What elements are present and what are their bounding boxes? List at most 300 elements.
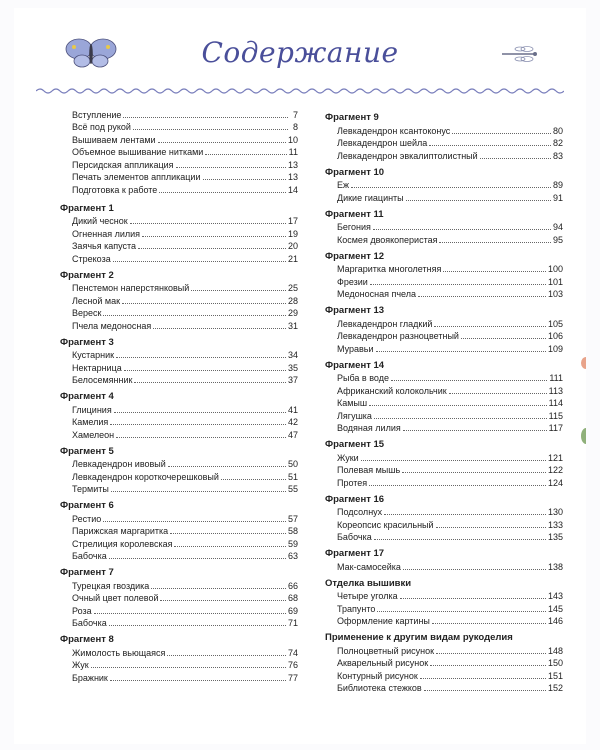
dot-leader	[134, 382, 286, 383]
page-number: 14	[287, 184, 298, 195]
toc-entry[interactable]	[325, 531, 563, 544]
toc-entry[interactable]	[325, 372, 563, 385]
toc-section	[325, 208, 563, 246]
dot-leader	[110, 680, 286, 681]
toc-section	[325, 250, 563, 301]
toc-section	[325, 547, 563, 573]
page-number: 133	[547, 519, 563, 530]
entry-label: Пчела медоносная	[72, 320, 152, 331]
toc-entry[interactable]	[60, 550, 298, 563]
page-number: 135	[547, 532, 563, 542]
page-number: 50	[287, 459, 298, 469]
dot-leader	[420, 678, 546, 679]
dot-leader	[191, 290, 286, 291]
toc-section	[325, 438, 563, 489]
page-number: 71	[287, 618, 298, 628]
toc-entry[interactable]	[60, 349, 298, 362]
page-number: 138	[547, 561, 563, 572]
toc-section	[60, 445, 298, 496]
dot-leader	[436, 527, 546, 528]
section-title: Фрагмент 5	[60, 445, 114, 457]
toc-entry[interactable]	[325, 384, 563, 397]
entry-label: Левкадендрон ксантоконус	[337, 125, 451, 136]
page-number: 58	[287, 526, 298, 536]
dot-leader	[116, 357, 286, 358]
page-number: 35	[287, 362, 298, 373]
section-title: Фрагмент 7	[60, 567, 114, 578]
dot-leader	[159, 192, 286, 193]
toc-entry[interactable]	[325, 288, 563, 301]
section-title: Фрагмент 2	[60, 269, 114, 281]
toc-section	[325, 111, 563, 162]
section-title: Фрагмент 15	[325, 439, 385, 450]
page-number: 41	[287, 404, 298, 415]
entry-label: Акварельный рисунок	[337, 658, 429, 668]
page-number: 124	[547, 477, 563, 488]
toc-entry[interactable]	[325, 263, 563, 276]
entry-label: Пенстемон наперстянковый	[72, 283, 190, 293]
dot-leader	[384, 514, 546, 515]
toc-section	[325, 304, 563, 355]
page-number: 28	[287, 295, 298, 306]
entry-label: Объемное вышивание нитками	[72, 147, 204, 157]
toc-entry[interactable]	[60, 133, 298, 146]
entry-label: Персидская аппликация	[72, 159, 174, 170]
section-title: Фрагмент 1	[60, 202, 114, 214]
page-number: 11	[288, 147, 298, 157]
page-number: 13	[287, 159, 298, 170]
dot-leader	[142, 236, 286, 237]
page-number: 82	[552, 138, 563, 148]
page-number: 146	[547, 616, 563, 626]
dot-leader	[461, 338, 546, 339]
page-number: 100	[547, 264, 563, 274]
section-title: Фрагмент 14	[325, 359, 385, 371]
toc-entry[interactable]	[325, 137, 563, 150]
toc-entry[interactable]	[60, 483, 298, 496]
toc-entry[interactable]	[325, 560, 563, 573]
toc-entry[interactable]	[60, 108, 298, 121]
entry-label: Африканский колокольчик	[337, 385, 447, 396]
entry-label: Огненная лилия	[72, 228, 141, 239]
toc-entry[interactable]	[60, 294, 298, 307]
page-number: 101	[547, 276, 563, 287]
entry-label: Оформление картины	[337, 616, 430, 626]
toc-entry[interactable]	[325, 342, 563, 355]
toc-entry[interactable]	[325, 179, 563, 192]
toc-entry[interactable]	[60, 374, 298, 387]
dot-leader	[174, 546, 286, 547]
entry-label: Термиты	[72, 484, 109, 494]
toc-entry[interactable]	[60, 416, 298, 429]
dot-leader	[160, 600, 286, 601]
dot-leader	[377, 611, 546, 612]
toc-entry[interactable]	[325, 590, 563, 603]
dot-leader	[111, 491, 286, 492]
toc-entry[interactable]	[325, 615, 563, 628]
dot-leader	[400, 598, 546, 599]
dot-leader	[370, 284, 546, 285]
entry-label: Кустарник	[72, 350, 115, 360]
toc-section	[60, 269, 298, 332]
dot-leader	[205, 154, 286, 155]
page-number: 69	[287, 605, 298, 616]
entry-label: Хамелеон	[72, 429, 115, 440]
dot-leader	[374, 539, 546, 540]
dot-leader	[443, 271, 546, 272]
toc-section	[60, 202, 298, 265]
entry-label: Левкадендрон эвкалиптолистный	[337, 150, 478, 161]
toc-entry[interactable]	[60, 146, 298, 159]
toc-entry[interactable]	[60, 215, 298, 228]
toc-entry[interactable]	[60, 659, 298, 672]
page-number: 20	[287, 241, 298, 251]
dot-leader	[374, 418, 547, 419]
dot-leader	[138, 248, 286, 249]
dot-leader	[116, 437, 286, 438]
page-number: 117	[548, 423, 563, 433]
page-number: 152	[547, 683, 563, 693]
dot-leader	[110, 424, 286, 425]
dot-leader	[449, 393, 547, 394]
page-number: 80	[552, 125, 563, 136]
toc-entry[interactable]	[325, 233, 563, 246]
toc-entry[interactable]	[60, 512, 298, 525]
entry-label: Турецкая гвоздика	[72, 580, 150, 591]
dot-leader	[432, 623, 546, 624]
dot-leader	[130, 223, 286, 224]
dot-leader	[418, 296, 546, 297]
section-title: Фрагмент 13	[325, 305, 385, 316]
wavy-divider	[36, 86, 564, 96]
toc-entry[interactable]	[60, 604, 298, 617]
dot-leader	[402, 472, 546, 473]
page-number: 115	[548, 410, 563, 421]
dot-leader	[109, 558, 286, 559]
toc-entry[interactable]	[325, 409, 563, 422]
dot-leader	[434, 326, 546, 327]
dot-leader	[109, 625, 286, 626]
dragonfly-icon	[500, 44, 540, 64]
section-title: Применение к другим видам рукоделия	[325, 632, 513, 643]
toc-right-column	[325, 108, 563, 698]
toc-entry[interactable]	[60, 671, 298, 684]
dot-leader	[376, 351, 546, 352]
section-title: Фрагмент 16	[325, 493, 385, 505]
entry-label: Бегония	[337, 222, 371, 232]
entry-label: Лесной мак	[72, 295, 121, 306]
entry-label: Вереск	[72, 308, 102, 318]
dot-leader	[480, 158, 551, 159]
dot-leader	[403, 569, 546, 570]
dot-leader	[91, 667, 286, 668]
toc-entry[interactable]	[325, 464, 563, 477]
entry-label: Мак-самосейка	[337, 561, 401, 572]
toc-entry[interactable]	[325, 221, 563, 234]
page-number: 63	[287, 551, 298, 561]
page-number: 7	[292, 109, 298, 120]
page-number: 121	[547, 452, 563, 463]
toc-entry[interactable]	[60, 617, 298, 630]
entry-label: Подготовка к работе	[72, 184, 158, 195]
entry-label: Левкадендрон разноцветный	[337, 331, 459, 341]
dot-leader	[153, 328, 286, 329]
dot-leader	[403, 430, 547, 431]
dot-leader	[361, 460, 546, 461]
section-title: Фрагмент 6	[60, 500, 114, 511]
dot-leader	[424, 690, 546, 691]
dot-leader	[151, 588, 286, 589]
section-title: Фрагмент 10	[325, 166, 385, 178]
leaf-icon	[580, 426, 586, 446]
entry-label: Очный цвет полевой	[72, 593, 159, 603]
toc-entry[interactable]	[325, 275, 563, 288]
section-title: Фрагмент 3	[60, 336, 114, 348]
toc-entry[interactable]	[60, 361, 298, 374]
page-title: Содержание	[201, 36, 399, 69]
entry-label: Дикие гиацинты	[337, 192, 404, 203]
toc-entry[interactable]	[60, 537, 298, 550]
entry-label: Полевая мышь	[337, 465, 401, 475]
page-number: 143	[547, 591, 563, 601]
section-title: Фрагмент 12	[325, 250, 385, 262]
toc-entry[interactable]	[60, 470, 298, 483]
dot-leader	[94, 613, 286, 614]
page-number: 94	[552, 222, 563, 232]
entry-label: Всё под рукой	[72, 122, 131, 132]
page-number: 51	[287, 471, 298, 482]
page-number: 31	[287, 320, 298, 331]
page-number: 148	[547, 645, 563, 656]
toc-section	[60, 499, 298, 562]
page-number: 42	[287, 417, 298, 427]
entry-label: Бабочка	[72, 618, 107, 628]
entry-label: Полноцветный рисунок	[337, 645, 435, 656]
section-title: Отделка вышивки	[325, 577, 412, 589]
page-number: 109	[547, 343, 563, 354]
toc-entry[interactable]	[60, 158, 298, 171]
toc-entry[interactable]	[325, 518, 563, 531]
entry-label: Кореопсис красильный	[337, 519, 434, 530]
page-number: 57	[287, 513, 298, 524]
toc-section	[325, 359, 563, 435]
toc-section	[325, 577, 563, 628]
toc-entry[interactable]	[325, 451, 563, 464]
dot-leader	[167, 655, 286, 656]
entry-label: Водяная лилия	[337, 423, 401, 433]
dot-leader	[429, 145, 551, 146]
dot-leader	[452, 133, 551, 134]
entry-label: Бабочка	[72, 551, 107, 561]
section-title: Фрагмент 8	[60, 634, 114, 645]
entry-label: Дикий чеснок	[72, 216, 128, 226]
entry-label: Рыба в воде	[337, 373, 389, 383]
dot-leader	[123, 117, 288, 118]
dot-leader	[133, 129, 288, 130]
dot-leader	[369, 485, 546, 486]
page-number: 89	[552, 180, 563, 190]
dot-leader	[170, 533, 286, 534]
dot-leader	[430, 665, 546, 666]
page-number: 34	[287, 350, 298, 360]
dot-leader	[103, 315, 286, 316]
entry-label: Камелия	[72, 417, 109, 427]
section-title: Фрагмент 11	[325, 208, 384, 220]
toc-section	[325, 631, 563, 694]
entry-label: Жимолость вьющаяся	[72, 647, 166, 658]
entry-label: Стрекоза	[72, 253, 111, 264]
entry-label: Маргаритка многолетняя	[337, 264, 442, 274]
page-number: 76	[287, 660, 298, 670]
page-number: 91	[552, 192, 563, 203]
page-number: 150	[547, 658, 563, 668]
toc-entry[interactable]	[325, 602, 563, 615]
entry-label: Камыш	[337, 398, 368, 408]
toc-entry[interactable]	[60, 458, 298, 471]
page-number: 77	[287, 672, 298, 683]
entry-label: Белосемянник	[72, 375, 133, 385]
page-number: 59	[287, 538, 298, 549]
entry-label: Вышиваем лентами	[72, 134, 156, 145]
entry-label: Муравьи	[337, 343, 374, 354]
entry-label: Медоносная пчела	[337, 289, 417, 299]
entry-label: Четыре уголка	[337, 591, 398, 601]
toc-entry[interactable]	[60, 579, 298, 592]
entry-label: Контурный рисунок	[337, 670, 418, 681]
toc-section	[60, 633, 298, 684]
toc-section	[60, 566, 298, 629]
entry-label: Вступление	[72, 109, 122, 120]
page-number: 8	[292, 122, 298, 132]
page-number: 17	[287, 216, 298, 226]
dot-leader	[439, 242, 551, 243]
page-number: 145	[547, 603, 563, 614]
entry-label: Левкадендрон ивовый	[72, 459, 166, 469]
entry-label: Жуки	[337, 452, 359, 463]
page-number: 122	[547, 465, 563, 475]
entry-label: Глициния	[72, 404, 112, 415]
page-number: 66	[287, 580, 298, 591]
page-number: 29	[287, 308, 298, 318]
dot-leader	[158, 142, 286, 143]
toc-entry[interactable]	[60, 428, 298, 441]
dot-leader	[221, 479, 286, 480]
toc-entry[interactable]	[60, 183, 298, 196]
entry-label: Бражник	[72, 672, 108, 683]
toc-entry[interactable]	[325, 682, 563, 695]
entry-label: Левкадендрон гладкий	[337, 318, 433, 329]
toc-entry[interactable]	[325, 476, 563, 489]
dot-leader	[122, 303, 286, 304]
page-number: 83	[552, 150, 563, 161]
toc-entry[interactable]	[325, 317, 563, 330]
entry-label: Протея	[337, 477, 368, 488]
page-number: 130	[547, 507, 563, 517]
page-number: 103	[547, 289, 563, 299]
toc-entry[interactable]	[325, 506, 563, 519]
page-number: 113	[548, 385, 563, 396]
entry-label: Бабочка	[337, 532, 372, 542]
dot-leader	[103, 521, 286, 522]
toc-entry[interactable]	[60, 282, 298, 295]
dot-leader	[436, 653, 546, 654]
entry-label: Еж	[337, 180, 350, 190]
page-number: 37	[287, 375, 298, 385]
page-number: 47	[287, 429, 298, 440]
page-number: 21	[287, 253, 298, 264]
page-number: 25	[287, 283, 298, 293]
dot-leader	[406, 200, 551, 201]
toc-entry[interactable]	[60, 403, 298, 416]
page-number: 68	[287, 593, 298, 603]
page-number: 105	[547, 318, 563, 329]
dot-leader	[391, 380, 547, 381]
toc-entry[interactable]	[325, 149, 563, 162]
toc-entry[interactable]	[60, 525, 298, 538]
toc-entry[interactable]	[325, 124, 563, 137]
dot-leader	[176, 167, 286, 168]
dot-leader	[351, 187, 551, 188]
toc-entry[interactable]	[325, 330, 563, 343]
toc-entry[interactable]	[325, 422, 563, 435]
toc-entry[interactable]	[325, 644, 563, 657]
toc-entry[interactable]	[325, 669, 563, 682]
page-number: 19	[287, 228, 298, 239]
toc-entry[interactable]	[60, 252, 298, 265]
toc-entry[interactable]	[60, 171, 298, 184]
toc-entry[interactable]	[60, 646, 298, 659]
toc-section	[60, 108, 298, 196]
entry-label: Жук	[72, 660, 89, 670]
page-number: 13	[287, 172, 298, 182]
entry-label: Космея двоякоперистая	[337, 234, 438, 245]
leaf-icon	[580, 356, 586, 370]
entry-label: Левкадендрон шейла	[337, 138, 428, 148]
entry-label: Библиотека стежков	[337, 683, 422, 693]
book-page	[14, 8, 586, 744]
page-number: 95	[552, 234, 563, 245]
page-number: 10	[287, 134, 298, 145]
dot-leader	[203, 179, 286, 180]
section-title: Фрагмент 17	[325, 548, 385, 559]
toc-entry[interactable]	[60, 307, 298, 320]
toc-entry[interactable]	[325, 397, 563, 410]
dot-leader	[369, 405, 547, 406]
toc-section	[325, 493, 563, 544]
section-title: Фрагмент 4	[60, 391, 114, 402]
page-number: 151	[547, 670, 563, 681]
entry-label: Фрезии	[337, 276, 368, 287]
toc-section	[60, 390, 298, 441]
dot-leader	[124, 370, 286, 371]
dot-leader	[168, 466, 286, 467]
toc-entry[interactable]	[60, 121, 298, 134]
toc-entry[interactable]	[60, 240, 298, 253]
entry-label: Рестио	[72, 513, 102, 524]
toc-section	[60, 336, 298, 387]
page-number: 106	[547, 331, 563, 341]
toc-entry[interactable]	[60, 319, 298, 332]
page-number: 111	[549, 373, 563, 383]
section-title: Фрагмент 9	[325, 112, 379, 123]
toc-entry[interactable]	[325, 191, 563, 204]
page-number: 55	[287, 484, 298, 494]
toc-entry[interactable]	[325, 657, 563, 670]
toc-entry[interactable]	[60, 227, 298, 240]
dot-leader	[373, 229, 551, 230]
entry-label: Лягушка	[337, 410, 372, 421]
toc-entry[interactable]	[60, 592, 298, 605]
